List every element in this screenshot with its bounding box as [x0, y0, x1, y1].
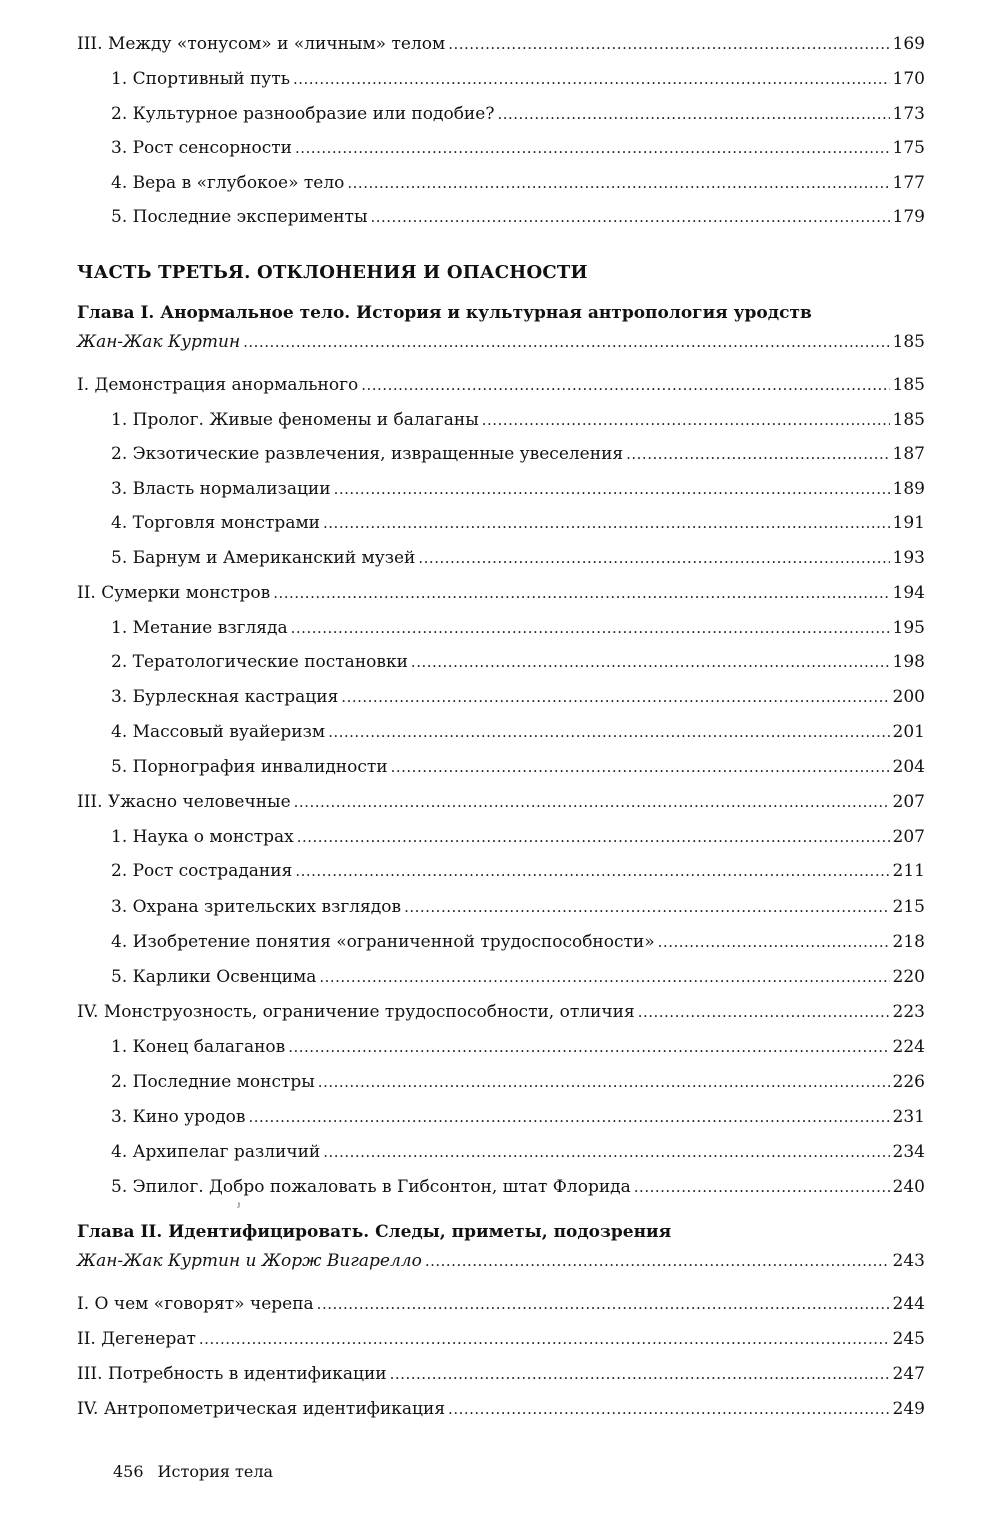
entry-page: 247: [892, 1364, 925, 1384]
entry-page: 223: [892, 1002, 925, 1022]
leader-dots: [361, 374, 889, 396]
entry-page: 198: [892, 652, 925, 672]
leader-dots: [482, 409, 890, 431]
leader-dots: [448, 1398, 890, 1420]
entry-title: I. Демонстрация анормального: [77, 375, 359, 395]
toc-entry: [111, 137, 925, 159]
toc-entry: [111, 686, 925, 708]
toc-entry: [111, 1036, 925, 1058]
chapter-title: Глава I. Анормальное тело. История и культурная антропология уродств: [77, 303, 812, 323]
leader-dots: [448, 33, 889, 55]
entry-page: 169: [892, 34, 925, 54]
entry-page: 179: [892, 207, 925, 227]
leader-dots: [341, 686, 889, 708]
leader-dots: [634, 1176, 890, 1198]
toc-entry: [111, 931, 925, 953]
entry-title: 3. Кино уродов: [111, 1107, 246, 1127]
toc-entry: [77, 1398, 925, 1420]
toc-entry: [77, 582, 925, 604]
entry-title: II. Дегенерат: [77, 1329, 196, 1349]
entry-title: 1. Наука о монстрах: [111, 827, 294, 847]
leader-dots: [323, 512, 890, 534]
entry-page: 207: [892, 827, 925, 847]
toc-entry: [111, 206, 925, 228]
entry-title: 5. Барнум и Американский музей: [111, 548, 416, 568]
toc-entry: [111, 103, 925, 125]
toc-entry: [111, 651, 925, 673]
toc-entry: [111, 512, 925, 534]
leader-dots: [297, 826, 890, 848]
entry-title: 1. Конец балаганов: [111, 1037, 286, 1057]
entry-page: 220: [892, 967, 925, 987]
entry-title: I. О чем «говорят» черепа: [77, 1294, 314, 1314]
leader-dots: [411, 651, 890, 673]
entry-page: 231: [892, 1107, 925, 1127]
leader-dots: [243, 331, 889, 353]
entry-title: 5. Порнография инвалидности: [111, 757, 388, 777]
leader-dots: [317, 1293, 890, 1315]
entry-page: 245: [892, 1329, 925, 1349]
toc-entry: [111, 1176, 925, 1198]
leader-dots: [658, 931, 890, 953]
entry-page: 244: [892, 1294, 925, 1314]
entry-title: 1. Пролог. Живые феномены и балаганы: [111, 410, 479, 430]
leader-dots: [391, 756, 890, 778]
page-number: 456: [113, 1462, 144, 1481]
chapter-title: Глава II. Идентифицировать. Следы, приметы, подозрения: [77, 1222, 672, 1242]
stray-mark: ʲ: [237, 1200, 240, 1213]
leader-dots: [273, 582, 889, 604]
leader-dots: [291, 617, 890, 639]
entry-page: 185: [892, 410, 925, 430]
leader-dots: [370, 206, 889, 228]
leader-dots: [248, 1106, 889, 1128]
entry-title: III. Потребность в идентификации: [77, 1364, 387, 1384]
entry-title: II. Сумерки монстров: [77, 583, 271, 603]
chapter-author: Жан-Жак Куртин и Жорж Вигарелло: [77, 1251, 422, 1271]
chapter-author-entry: [77, 1250, 925, 1272]
entry-title: III. Между «тонусом» и «личным» телом: [77, 34, 446, 54]
toc-entry: [111, 409, 925, 431]
leader-dots: [638, 1001, 890, 1023]
entry-title: 5. Карлики Освенцима: [111, 967, 317, 987]
entry-title: 5. Последние эксперименты: [111, 207, 368, 227]
toc-entry: [111, 860, 925, 882]
leader-dots: [390, 1363, 890, 1385]
toc-entry: [111, 721, 925, 743]
toc-entry: [111, 1071, 925, 1093]
toc-entry: [111, 443, 925, 465]
entry-page: 215: [892, 897, 925, 917]
toc-entry: [111, 617, 925, 639]
leader-dots: [328, 721, 889, 743]
leader-dots: [293, 68, 890, 90]
leader-dots: [199, 1328, 890, 1350]
entry-page: 234: [892, 1142, 925, 1162]
entry-page: 195: [892, 618, 925, 638]
entry-title: 2. Культурное разнообразие или подобие?: [111, 104, 495, 124]
toc-entry: [111, 1106, 925, 1128]
entry-title: 4. Архипелаг различий: [111, 1142, 321, 1162]
entry-title: 2. Рост сострадания: [111, 861, 293, 881]
entry-title: 3. Власть нормализации: [111, 479, 331, 499]
leader-dots: [425, 1250, 890, 1272]
toc-entry: [77, 1328, 925, 1350]
entry-page: 173: [892, 104, 925, 124]
leader-dots: [323, 1141, 889, 1163]
toc-entry: [111, 478, 925, 500]
leader-dots: [626, 443, 889, 465]
entry-page: 226: [892, 1072, 925, 1092]
entry-page: 240: [892, 1177, 925, 1197]
leader-dots: [288, 1036, 889, 1058]
entry-page: 200: [892, 687, 925, 707]
toc-entry: [111, 756, 925, 778]
entry-title: 4. Вера в «глубокое» тело: [111, 173, 345, 193]
toc-entry: [77, 1001, 925, 1023]
leader-dots: [334, 478, 890, 500]
entry-page: 187: [892, 444, 925, 464]
entry-page: 189: [892, 479, 925, 499]
entry-title: 4. Торговля монстрами: [111, 513, 321, 533]
toc-entry: [77, 1293, 925, 1315]
toc-entry: [111, 1141, 925, 1163]
leader-dots: [319, 966, 889, 988]
entry-page: 224: [892, 1037, 925, 1057]
toc-entry: [111, 966, 925, 988]
toc-entry: [111, 896, 925, 918]
entry-title: 1. Спортивный путь: [111, 69, 290, 89]
leader-dots: [295, 860, 889, 882]
toc-entry: [111, 172, 925, 194]
leader-dots: [404, 896, 889, 918]
toc-entry: [111, 68, 925, 90]
entry-page: 193: [892, 548, 925, 568]
entry-title: 4. Изобретение понятия «ограниченной трудоспособности»: [111, 932, 655, 952]
chapter-author-entry: [77, 331, 925, 353]
entry-title: 2. Экзотические развлечения, извращенные увеселения: [111, 444, 624, 464]
entry-page: 177: [892, 173, 925, 193]
entry-title: 4. Массовый вуайеризм: [111, 722, 326, 742]
leader-dots: [294, 791, 890, 813]
entry-page: 201: [892, 722, 925, 742]
entry-page: 204: [892, 757, 925, 777]
toc-entry: [77, 33, 925, 55]
page-footer: [113, 1462, 287, 1481]
leader-dots: [497, 103, 889, 125]
entry-title: 1. Метание взгляда: [111, 618, 288, 638]
leader-dots: [318, 1071, 890, 1093]
entry-title: 5. Эпилог. Добро пожаловать в Гибсонтон, штат Флорида: [111, 1177, 631, 1197]
entry-page: 185: [892, 332, 925, 352]
toc-entry: [111, 826, 925, 848]
entry-page: 249: [892, 1399, 925, 1419]
entry-title: 3. Бурлескная кастрация: [111, 687, 339, 707]
part-heading: ЧАСТЬ ТРЕТЬЯ. ОТКЛОНЕНИЯ И ОПАСНОСТИ: [77, 262, 588, 283]
entry-title: III. Ужасно человечные: [77, 792, 291, 812]
entry-page: 211: [892, 861, 925, 881]
chapter-author: Жан-Жак Куртин: [77, 332, 241, 352]
entry-page: 194: [892, 583, 925, 603]
entry-page: 218: [892, 932, 925, 952]
leader-dots: [418, 547, 889, 569]
entry-title: IV. Антропометрическая идентификация: [77, 1399, 446, 1419]
entry-page: 207: [892, 792, 925, 812]
toc-entry: [77, 374, 925, 396]
entry-title: IV. Монструозность, ограничение трудоспособности, отличия: [77, 1002, 635, 1022]
toc-entry: [111, 547, 925, 569]
leader-dots: [295, 137, 890, 159]
toc-entry: [77, 791, 925, 813]
entry-page: 170: [892, 69, 925, 89]
entry-page: 175: [892, 138, 925, 158]
entry-title: 3. Охрана зрительских взглядов: [111, 897, 402, 917]
leader-dots: [347, 172, 889, 194]
entry-page: 243: [892, 1251, 925, 1271]
entry-title: 3. Рост сенсорности: [111, 138, 292, 158]
running-title: История тела: [157, 1462, 274, 1481]
entry-title: 2. Последние монстры: [111, 1072, 315, 1092]
toc-entry: [77, 1363, 925, 1385]
entry-page: 191: [892, 513, 925, 533]
entry-title: 2. Тератологические постановки: [111, 652, 408, 672]
entry-page: 185: [892, 375, 925, 395]
